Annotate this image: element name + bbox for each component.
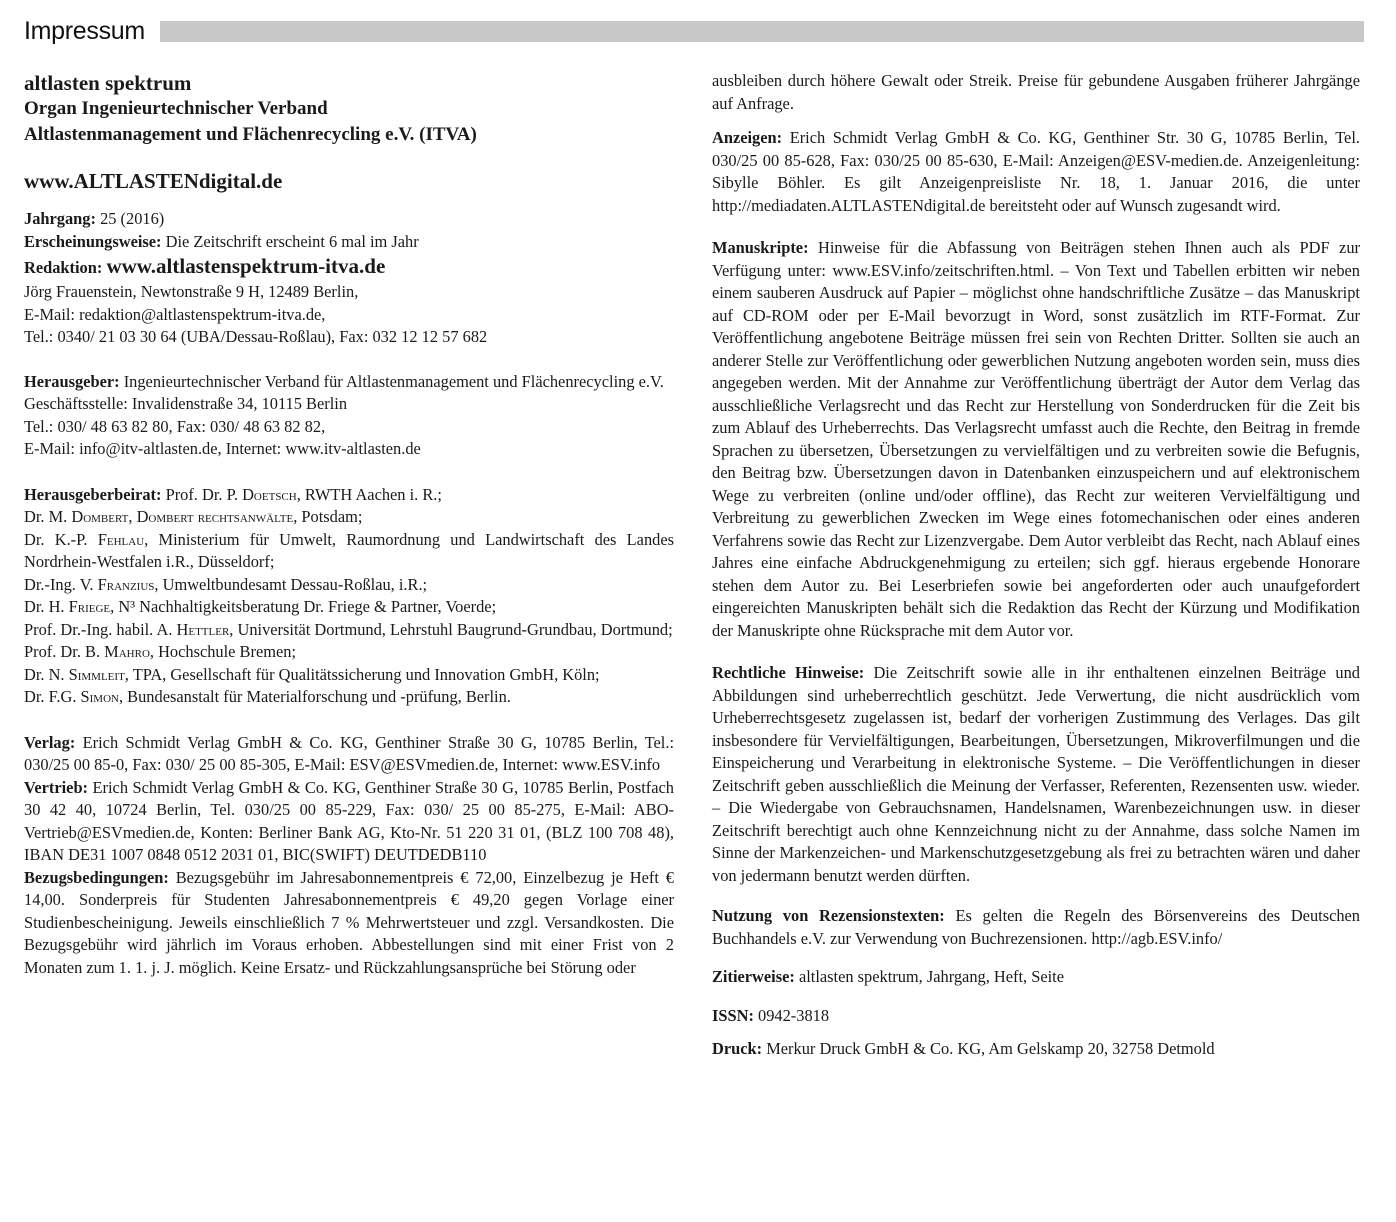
beirat-member-prefix: Dr. H.: [24, 597, 69, 616]
beirat-member-affiliation: , Ministerium für Umwelt, Raumordnung und Landwirtschaft des Landes Nordrhein-Westfalen i.R., Düsseldorf;: [24, 529, 674, 571]
redaktion-url[interactable]: www.altlastenspektrum-itva.de: [106, 254, 386, 278]
beirat-member-affiliation: , RWTH Aachen i. R.;: [296, 484, 442, 504]
zitier-entry: [712, 966, 1360, 989]
beirat-member-name: Fehlau: [97, 529, 145, 549]
verlag-entry: [24, 732, 674, 777]
beirat-member-affiliation: ,: [128, 507, 137, 526]
right-column: [712, 70, 1360, 1061]
beirat-member-7: [24, 664, 674, 687]
beirat-member-6: [24, 641, 674, 664]
left-column: [24, 70, 674, 979]
beirat-member-name: Doetsch: [242, 484, 297, 504]
beirat-member-3: [24, 574, 674, 597]
beirat-member-prefix: Dr. N.: [24, 664, 69, 684]
herausgeber-address: Geschäftsstelle: Invalidenstraße 34, 10115 Berlin: [24, 394, 348, 413]
beirat-member-prefix: Prof. Dr. P.: [165, 484, 243, 504]
jahrgang-label: Jahrgang:: [24, 209, 96, 228]
druck-entry: [712, 1038, 1360, 1061]
anzeigen-text: Erich Schmidt Verlag GmbH & Co. KG, Genthiner Str. 30 G, 10785 Berlin, Tel. 030/25 00 85-628, Fax: 030/25 00 85-630, E-Mail: Anzeigen@ESV-medien.de. Anzeigenleitung: Sibylle Böhler. Es gilt Anzeigenpreisliste Nr. 18, 1. Januar 2016, die unter http://mediadaten.ALTLASTENdigital.de bereitsteht oder auf Wunsch zugesandt wird.: [712, 128, 1360, 215]
beirat-member-affiliation: , TPA, Gesellschaft für Qualitätssicherung und Innovation GmbH, Köln;: [124, 664, 600, 684]
herausgeber-label: Herausgeber:: [24, 371, 120, 391]
beirat-member-0: [24, 484, 674, 507]
verlag-label: Verlag:: [24, 732, 76, 752]
redaktion-phone: Tel.: 0340/ 21 03 30 64 (UBA/Dessau-Roßlau), Fax: 032 12 12 57 682: [24, 327, 488, 346]
beirat-member-prefix: Dr.-Ing. V.: [24, 574, 98, 594]
website-link[interactable]: www.ALTLASTENdigital.de: [24, 169, 283, 193]
manuskripte-entry: [712, 237, 1360, 642]
beirat-member-affiliation: , Hochschule Bremen;: [149, 642, 296, 661]
herausgeber-phone: Tel.: 030/ 48 63 82 80, Fax: 030/ 48 63 82 82,: [24, 416, 326, 436]
druck-value: Merkur Druck GmbH & Co. KG, Am Gelskamp 20, 32758 Detmold: [766, 1039, 1215, 1058]
zitier-value: altlasten spektrum, Jahrgang, Heft, Seite: [798, 967, 1065, 986]
nutzung-entry: [712, 905, 1360, 950]
beirat-member-name: Dombert: [71, 507, 129, 526]
rechtlich-label: Rechtliche Hinweise:: [712, 663, 865, 682]
anzeigen-label: Anzeigen:: [712, 128, 783, 147]
beirat-member-name: Friege: [68, 597, 111, 616]
beirat-member-5: [24, 619, 674, 642]
erscheinung-entry: [24, 231, 674, 254]
issn-value: 0942-3818: [758, 1005, 830, 1025]
beirat-block: [24, 484, 674, 709]
beirat-member-2: [24, 529, 674, 574]
erscheinung-label: Erscheinungsweise:: [24, 231, 162, 251]
beirat-member-name: Simon: [80, 687, 119, 706]
beirat-member-name: Mahro: [104, 642, 150, 661]
bezug-text: Bezugsgebühr im Jahresabonnementpreis € 72,00, Einzelbezug je Heft € 14,00. Sonderpreis für Studenten Jahresabonnementpreis € 49,20 gegen Vorlage einer Studienbescheinigung. Jeweils einschließlich 7 % Mehrwertsteuer und zzgl. Versandkosten. Die Bezugsgebühr wird jährlich im Voraus erhoben. Abbestellungen sind mit einer Frist von 2 Monaten zum 1. 1. j. J. möglich. Keine Ersatz- und Rückzahlungsansprüche bei Störung oder: [24, 867, 674, 977]
organ-line-2: Altlastenmanagement und Flächenrecycling e.V. (ITVA): [24, 124, 477, 145]
redaktion-address: Jörg Frauenstein, Newtonstraße 9 H, 12489 Berlin,: [24, 282, 359, 301]
beirat-label: Herausgeberbeirat:: [24, 484, 162, 504]
page-header: [24, 16, 1364, 46]
beirat-member-prefix: Prof. Dr. B.: [24, 642, 105, 661]
beirat-member-4: [24, 596, 674, 619]
beirat-member-8: [24, 686, 674, 709]
redaktion-label: Redaktion:: [24, 258, 103, 277]
rechtlich-text: Die Zeitschrift sowie alle in ihr enthaltenen einzelnen Beiträge und Abbildungen sind urheberrechtlich geschützt. Jede Verwertung, die nicht ausdrücklich vom Urheberrechtsgesetz zugelassen ist, bedarf der vorherigen Zustimmung des Verlages. Das gilt insbesondere für Vervielfältigungen, Bearbeitungen, Übersetzungen, Mikroverfilmungen und die Einspeicherung und Verarbeitung in elektronische Systeme. – Die Veröffentlichungen in dieser Zeitschrift geben ausschließlich die Meinung der Verfasser, Referenten, Rezensenten usw. wieder. – Die Wiedergabe von Gebrauchsnamen, Handelsnamen, Warenbezeichnungen usw. in dieser Zeitschrift berechtigt auch ohne Kennzeichnung nicht zu der Annahme, dass solche Namen im Sinne der Markenzeichen- und Markenschutzgesetzgebung als frei zu betrachten wären und daher von jedermann benutzt werden dürften.: [712, 663, 1360, 885]
beirat-member-firm: Dombert rechtsanwälte: [136, 507, 294, 526]
issn-entry: [712, 1005, 1360, 1028]
journal-title: altlasten spektrum: [24, 71, 192, 95]
beirat-member-name: Franzius: [97, 574, 155, 594]
herausgeber-text: Ingenieurtechnischer Verband für Altlastenmanagement und Flächenrecycling e.V.: [123, 371, 664, 391]
herausgeber-contact[interactable]: E-Mail: info@itv-altlasten.de, Internet: www.itv-altlasten.de: [24, 439, 421, 458]
vertrieb-entry: [24, 777, 674, 867]
vertrieb-label: Vertrieb:: [24, 777, 89, 797]
redaktion-block: [24, 253, 674, 349]
nutzung-text: Es gelten die Regeln des Börsenvereins des Deutschen Buchhandels e.V. zur Verwendung von Buchrezensionen. http://agb.ESV.info/: [712, 906, 1361, 948]
manuskripte-text: Hinweise für die Abfassung von Beiträgen stehen Ihnen auch als PDF zur Verfügung unter: www.ESV.info/zeitschriften.html. – Von Text und Tabellen erbitten wir neben einem sauberen Ausdruck auf Papier – möglichst ohne handschriftliche Zusätze – das Manuskript auf CD-ROM oder per E-Mail bevorzugt in Word, sonst zusätzlich im RTF-Format. Zur Veröffentlichung angebotene Beiträge müssen frei sein von Rechten Dritter. Sollten sie auch an anderer Stelle zur Veröffentlichung oder gewerblichen Nutzung angeboten worden sein, muss dies angegeben werden. Mit der Annahme zur Veröffentlichung überträgt der Autor dem Verlag das ausschließliche Verlagsrecht und das Recht zur Herstellung von Sonderdrucken für die Zeit bis zum Ablauf des Urheberrechts. Das Verlagsrecht umfasst auch die Rechte, den Beitrag in fremde Sprachen zu übersetzen, Übersetzungen zu vervielfältigen und zu verbreiten sowie die Befugnis, den Beitrag bzw. Übersetzungen davon in Datenbanken einzuspeichern und auf elektronischem Wege zu verbreiten (online und/oder offline), das Recht zur weiteren Vervielfältigung und Verbreitung zu gewerblichen Zwecken im Wege eines fotomechanischen oder eines anderen Verfahrens sowie das Recht zur Lizenzvergabe. Dem Autor verbleibt das Recht, nach Ablauf eines Jahres eine einfache Abdruckgenehmigung zu erteilen; sich ggf. hieraus ergebende Honorare stehen dem Autor zu. Bei Leserbriefen sowie bei angeforderten oder auch unaufgefordert eingereichten Manuskripten behält sich die Redaktion das Recht der Kürzung und Modifikation der Manuskripte ohne Rücksprache mit dem Autor vor.: [712, 238, 1360, 640]
redaktion-email[interactable]: E-Mail: redaktion@altlastenspektrum-itva.de,: [24, 304, 326, 324]
jahrgang-entry: [24, 208, 674, 231]
herausgeber-entry: [24, 371, 674, 394]
beirat-member-name: Simmleit: [68, 664, 125, 684]
vertrieb-text: Erich Schmidt Verlag GmbH & Co. KG, Genthiner Straße 30 G, 10785 Berlin, Postfach 30 42 40, 10724 Berlin, Tel. 030/25 00 85-229, Fax: 030/ 25 00 85-275, E-Mail: ABO-Vertrieb@ESVmedien.de, Konten: Berliner Bank AG, Kto-Nr. 51 220 31 01, (BLZ 100 708 48), IBAN DE31 1007 0848 0512 2031 01, BIC(SWIFT) DEUTDEDB110: [24, 777, 674, 864]
zitier-label: Zitierweise:: [712, 967, 795, 986]
erscheinung-value: Die Zeitschrift erscheint 6 mal im Jahr: [165, 231, 419, 251]
beirat-member-prefix: Dr. K.-P.: [24, 529, 98, 549]
manuskripte-label: Manuskripte:: [712, 238, 809, 257]
redaktion-heading: [24, 253, 674, 281]
beirat-member-prefix: Dr. F.G.: [24, 687, 81, 706]
page-title: Impressum: [24, 17, 145, 45]
beirat-member-affiliation: , N³ Nachhaltigkeitsberatung Dr. Friege & Partner, Voerde;: [110, 597, 497, 616]
jahrgang-value: 25 (2016): [100, 209, 165, 228]
bezug-continuation: ausbleiben durch höhere Gewalt oder Streik. Preise für gebundene Ausgaben früherer Jahrgänge auf Anfrage.: [712, 71, 1360, 113]
beirat-member-1: [24, 506, 674, 529]
header-rule: [160, 21, 1364, 42]
issn-label: ISSN:: [712, 1005, 754, 1025]
rechtlich-entry: [712, 662, 1360, 887]
organ-line-1: Organ Ingenieurtechnischer Verband: [24, 98, 328, 119]
beirat-member-prefix: Prof. Dr.-Ing. habil. A.: [24, 619, 177, 639]
bezug-entry: [24, 867, 674, 980]
anzeigen-entry: [712, 127, 1360, 217]
beirat-member-prefix: Dr. M.: [24, 507, 72, 526]
beirat-member-name: Hettler: [176, 619, 230, 639]
herausgeber-block: [24, 371, 674, 461]
beirat-member-city: , Potsdam;: [293, 507, 363, 526]
nutzung-label: Nutzung von Rezensionstexten:: [712, 906, 945, 925]
bezug-label: Bezugsbedingungen:: [24, 867, 169, 887]
verlag-text: Erich Schmidt Verlag GmbH & Co. KG, Genthiner Straße 30 G, 10785 Berlin, Tel.: 030/25 00 85-0, Fax: 030/ 25 00 85-305, E-Mail: ESV@ESVmedien.de, Internet: www.ESV.info: [24, 732, 674, 774]
beirat-member-affiliation: , Bundesanstalt für Materialforschung und -prüfung, Berlin.: [118, 687, 511, 706]
druck-label: Druck:: [712, 1039, 763, 1058]
beirat-member-affiliation: , Universität Dortmund, Lehrstuhl Baugrund-Grundbau, Dortmund;: [229, 619, 673, 639]
beirat-member-affiliation: , Umweltbundesamt Dessau-Roßlau, i.R.;: [154, 574, 428, 594]
